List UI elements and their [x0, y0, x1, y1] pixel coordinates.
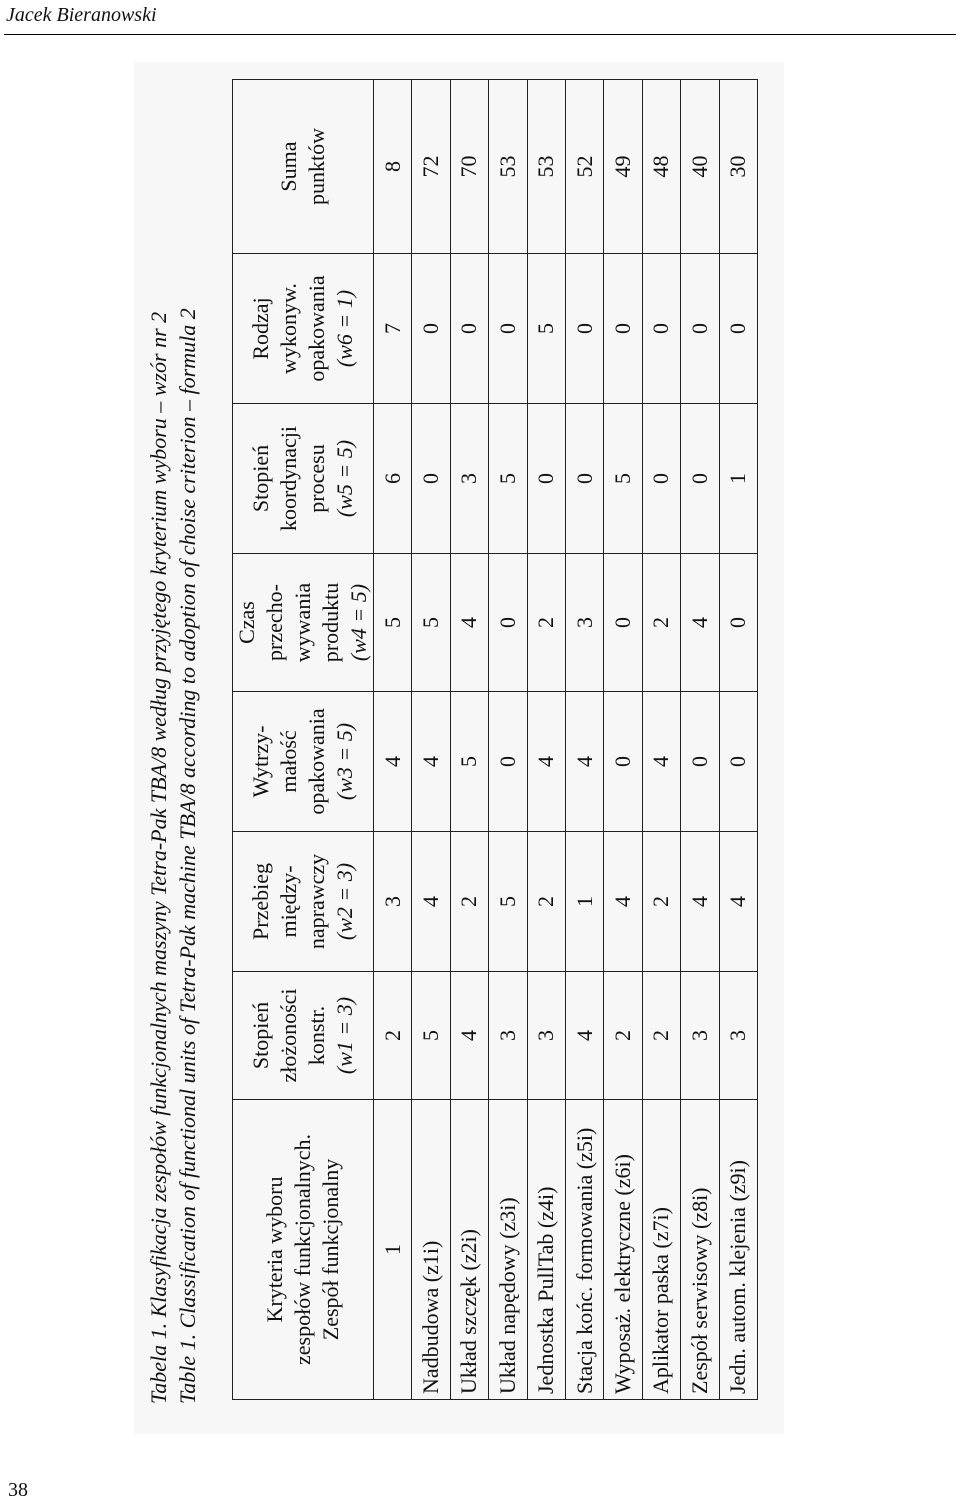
column-number: 1: [374, 1100, 412, 1400]
score-cell: 0: [719, 254, 757, 404]
score-cell: 0: [719, 554, 757, 692]
score-cell: 4: [412, 692, 450, 832]
score-cell: 5: [604, 404, 642, 554]
score-cell: 4: [450, 972, 488, 1100]
column-number: 7: [374, 254, 412, 404]
header-rule: [4, 34, 956, 35]
header-row: [233, 80, 374, 1400]
score-cell: 1: [565, 832, 603, 972]
column-number: 3: [374, 832, 412, 972]
points-sum-cell: 48: [642, 80, 680, 254]
functional-unit-name: Aplikator paska (z7i): [642, 1100, 680, 1400]
score-cell: 5: [412, 972, 450, 1100]
points-sum-cell: 53: [527, 80, 565, 254]
score-cell: 0: [604, 554, 642, 692]
column-number: 8: [374, 80, 412, 254]
score-cell: 0: [450, 254, 488, 404]
functional-unit-name: Układ napędowy (z3i): [489, 1100, 527, 1400]
score-cell: 1: [719, 404, 757, 554]
functional-unit-name: Zespół serwisowy (z8i): [681, 1100, 719, 1400]
score-cell: 2: [527, 832, 565, 972]
score-cell: 0: [604, 692, 642, 832]
table-row: [527, 80, 565, 1400]
header-process-coordination: Stopień koordynacji procesu (w5 = 5): [233, 404, 374, 554]
score-cell: 5: [489, 832, 527, 972]
column-number: 2: [374, 972, 412, 1100]
score-cell: 0: [489, 554, 527, 692]
score-cell: 5: [489, 404, 527, 554]
rotated-table-block: [134, 62, 784, 1434]
score-cell: 0: [681, 404, 719, 554]
score-cell: 5: [450, 692, 488, 832]
header-points-sum: Suma punktów: [233, 80, 374, 254]
score-cell: 4: [681, 832, 719, 972]
score-cell: 4: [642, 692, 680, 832]
points-sum-cell: 49: [604, 80, 642, 254]
points-sum-cell: 53: [489, 80, 527, 254]
score-cell: 2: [642, 972, 680, 1100]
score-cell: 0: [527, 404, 565, 554]
score-cell: 0: [565, 404, 603, 554]
column-number-row: [374, 80, 412, 1400]
score-cell: 3: [450, 404, 488, 554]
functional-unit-name: Wyposaż. elektryczne (z6i): [604, 1100, 642, 1400]
score-cell: 0: [681, 254, 719, 404]
score-cell: 3: [719, 972, 757, 1100]
functional-unit-name: Jedn. autom. klejenia (z9i): [719, 1100, 757, 1400]
points-sum-cell: 52: [565, 80, 603, 254]
score-cell: 0: [412, 254, 450, 404]
score-cell: 0: [412, 404, 450, 554]
table-row: [565, 80, 603, 1400]
running-header-author: Jacek Bieranowski: [6, 4, 157, 26]
page-number: 38: [8, 1479, 28, 1501]
points-sum-cell: 40: [681, 80, 719, 254]
table-row: [489, 80, 527, 1400]
score-cell: 2: [642, 554, 680, 692]
table-row: [450, 80, 488, 1400]
points-sum-cell: 30: [719, 80, 757, 254]
score-cell: 2: [450, 832, 488, 972]
score-cell: 4: [450, 554, 488, 692]
header-repair-interval: Przebieg między- naprawczy (w2 = 3): [233, 832, 374, 972]
caption-polish: Tabela 1. Klasyfikacja zespołów funkcjonalnych maszyny Tetra-Pak TBA/8 według przyjętego kryterium wyboru – wzór nr 2: [146, 311, 171, 1404]
score-cell: 5: [527, 254, 565, 404]
functional-unit-name: Stacja końc. formowania (z5i): [565, 1100, 603, 1400]
score-cell: 4: [565, 692, 603, 832]
score-cell: 0: [489, 692, 527, 832]
table-caption: [144, 84, 202, 1404]
score-cell: 0: [642, 254, 680, 404]
header-complexity: Stopień złożoności konstr. (w1 = 3): [233, 972, 374, 1100]
score-cell: 0: [642, 404, 680, 554]
functional-unit-name: Układ szczęk (z2i): [450, 1100, 488, 1400]
table-row: [719, 80, 757, 1400]
table-body: [374, 80, 758, 1400]
score-cell: 5: [412, 554, 450, 692]
score-cell: 0: [681, 692, 719, 832]
score-cell: 0: [604, 254, 642, 404]
table-row: [642, 80, 680, 1400]
score-cell: 2: [642, 832, 680, 972]
caption-english: Table 1. Classification of functional units of Tetra-Pak machine TBA/8 according to adoption of choise criterion – formula 2: [175, 308, 200, 1404]
score-cell: 0: [489, 254, 527, 404]
score-cell: 3: [565, 554, 603, 692]
header-criteria: Kryteria wyboru zespołów funkcjonalnych. Zespół funkcjonalny: [233, 1100, 374, 1400]
column-number: 6: [374, 404, 412, 554]
column-number: 5: [374, 554, 412, 692]
score-cell: 3: [527, 972, 565, 1100]
criteria-table: [232, 79, 758, 1400]
table-row: [681, 80, 719, 1400]
functional-unit-name: Nadbudowa (z1i): [412, 1100, 450, 1400]
score-cell: 4: [565, 972, 603, 1100]
score-cell: 4: [412, 832, 450, 972]
score-cell: 3: [489, 972, 527, 1100]
header-package-strength: Wytrzy- małość opakowania (w3 = 5): [233, 692, 374, 832]
score-cell: 4: [604, 832, 642, 972]
score-cell: 4: [527, 692, 565, 832]
header-storage-time: Czas przecho- wywania produktu (w4 = 5): [233, 554, 374, 692]
table-row: [604, 80, 642, 1400]
functional-unit-name: Jednostka PullTab (z4i): [527, 1100, 565, 1400]
column-number: 4: [374, 692, 412, 832]
score-cell: 0: [565, 254, 603, 404]
header-package-type: Rodzaj wykonyw. opakowania (w6 = 1): [233, 254, 374, 404]
points-sum-cell: 72: [412, 80, 450, 254]
score-cell: 4: [681, 554, 719, 692]
table-row: [412, 80, 450, 1400]
points-sum-cell: 70: [450, 80, 488, 254]
score-cell: 2: [527, 554, 565, 692]
score-cell: 4: [719, 832, 757, 972]
score-cell: 2: [604, 972, 642, 1100]
score-cell: 3: [681, 972, 719, 1100]
score-cell: 0: [719, 692, 757, 832]
